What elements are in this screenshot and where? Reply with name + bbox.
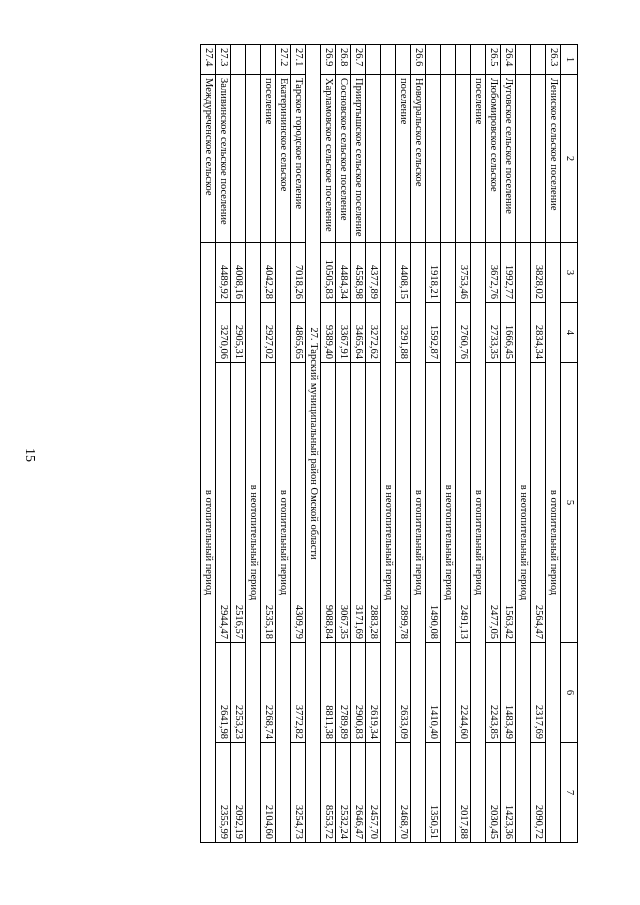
settlement-name xyxy=(531,75,546,243)
value-cell: 4008,16 xyxy=(231,243,246,303)
row-number: 26.7 xyxy=(351,45,366,75)
value-cell: 1423,36 xyxy=(501,743,516,843)
value-cell: 9088,84 xyxy=(321,363,336,643)
period-label: в неотопительный период xyxy=(441,243,456,843)
settlement-name: поселение xyxy=(396,75,411,243)
table-row xyxy=(381,45,396,843)
header-cell: 4 xyxy=(561,303,578,363)
value-cell: 2789,89 xyxy=(336,643,351,743)
table-row xyxy=(291,45,306,843)
value-cell: 1483,49 xyxy=(501,643,516,743)
table-row xyxy=(471,45,486,843)
table-row xyxy=(276,45,291,843)
period-label: в неотопительный период xyxy=(381,243,396,843)
value-cell: 2516,57 xyxy=(231,363,246,643)
value-cell: 2253,23 xyxy=(231,643,246,743)
value-cell: 8811,38 xyxy=(321,643,336,743)
value-cell: 1350,51 xyxy=(426,743,441,843)
row-number: 26.6 xyxy=(411,45,426,75)
value-cell: 3254,73 xyxy=(291,743,306,843)
header-row xyxy=(561,45,578,843)
value-cell: 2243,85 xyxy=(486,643,501,743)
settlement-name: Прииртышское сельское поселение xyxy=(351,75,366,243)
value-cell: 4489,92 xyxy=(216,243,231,303)
value-cell: 1992,77 xyxy=(501,243,516,303)
value-cell: 2834,34 xyxy=(531,303,546,363)
settlement-name: поселение xyxy=(471,75,486,243)
row-number: 26.9 xyxy=(321,45,336,75)
value-cell: 2268,74 xyxy=(261,643,276,743)
value-cell: 2104,60 xyxy=(261,743,276,843)
settlement-name: Луговское сельское поселение xyxy=(501,75,516,243)
value-cell: 3270,06 xyxy=(216,303,231,363)
value-cell: 2457,70 xyxy=(366,743,381,843)
row-number xyxy=(426,45,441,75)
period-label: в отопительный период xyxy=(276,243,291,843)
section-heading: 27. Тарский муниципальный район Омской области xyxy=(306,45,321,843)
row-number xyxy=(366,45,381,75)
settlement-name xyxy=(426,75,441,243)
settlement-name: Любомировское сельское xyxy=(486,75,501,243)
table-row xyxy=(501,45,516,843)
row-number xyxy=(531,45,546,75)
period-label: в отопительный период xyxy=(411,243,426,843)
settlement-name xyxy=(381,75,396,243)
value-cell: 4408,15 xyxy=(396,243,411,303)
settlement-name xyxy=(231,75,246,243)
value-cell: 4484,34 xyxy=(336,243,351,303)
value-cell: 10505,83 xyxy=(321,243,336,303)
value-cell: 2905,31 xyxy=(231,303,246,363)
settlement-name: Междуреченское сельское xyxy=(201,75,216,243)
value-cell: 2760,76 xyxy=(456,303,471,363)
value-cell: 2030,45 xyxy=(486,743,501,843)
table-row xyxy=(216,45,231,843)
settlement-name: Екатерининское сельское xyxy=(276,75,291,243)
value-cell: 1490,08 xyxy=(426,363,441,643)
table-row xyxy=(426,45,441,843)
settlement-name: Харламовское сельское поселение xyxy=(321,75,336,243)
value-cell: 1410,40 xyxy=(426,643,441,743)
settlement-name: Заливинское сельское поселение xyxy=(216,75,231,243)
settlement-name xyxy=(366,75,381,243)
table-row xyxy=(546,45,561,843)
header-cell: 2 xyxy=(561,75,578,243)
row-number: 27.3 xyxy=(216,45,231,75)
header-cell: 3 xyxy=(561,243,578,303)
value-cell: 7018,26 xyxy=(291,243,306,303)
value-cell: 4865,65 xyxy=(291,303,306,363)
header-cell: 1 xyxy=(561,45,578,75)
value-cell: 2017,88 xyxy=(456,743,471,843)
table-row xyxy=(366,45,381,843)
value-cell: 2355,99 xyxy=(216,743,231,843)
table-row xyxy=(246,45,261,843)
value-cell: 3465,64 xyxy=(351,303,366,363)
value-cell: 1666,45 xyxy=(501,303,516,363)
settlement-name: Сосновское сельское поселение xyxy=(336,75,351,243)
value-cell: 1592,87 xyxy=(426,303,441,363)
table-row xyxy=(411,45,426,843)
value-cell: 1918,21 xyxy=(426,243,441,303)
value-cell: 2883,28 xyxy=(366,363,381,643)
row-number xyxy=(381,45,396,75)
value-cell: 2491,13 xyxy=(456,363,471,643)
row-number xyxy=(261,45,276,75)
value-cell: 3272,62 xyxy=(366,303,381,363)
header-cell: 7 xyxy=(561,743,578,843)
value-cell: 2633,09 xyxy=(396,643,411,743)
table-row xyxy=(351,45,366,843)
settlement-name: поселение xyxy=(261,75,276,243)
row-number: 27.2 xyxy=(276,45,291,75)
table-row xyxy=(441,45,456,843)
value-cell: 2092,19 xyxy=(231,743,246,843)
page-number: 15 xyxy=(22,448,37,462)
value-cell: 8553,72 xyxy=(321,743,336,843)
period-label: в отопительный период xyxy=(201,243,216,843)
value-cell: 2944,47 xyxy=(216,363,231,643)
value-cell: 3291,88 xyxy=(396,303,411,363)
settlement-name xyxy=(441,75,456,243)
value-cell: 3672,76 xyxy=(486,243,501,303)
value-cell: 2564,47 xyxy=(531,363,546,643)
header-cell: 5 xyxy=(561,363,578,643)
value-cell: 2532,24 xyxy=(336,743,351,843)
value-cell: 2900,83 xyxy=(351,643,366,743)
period-label: в отопительный период xyxy=(471,243,486,843)
period-label: в отопительный период xyxy=(546,243,561,843)
value-cell: 4042,28 xyxy=(261,243,276,303)
row-number: 26.8 xyxy=(336,45,351,75)
value-cell: 2244,60 xyxy=(456,643,471,743)
value-cell: 2468,70 xyxy=(396,743,411,843)
table-row xyxy=(321,45,336,843)
period-label: в неотопительный период xyxy=(516,243,531,843)
settlement-name: Новоуральское сельское xyxy=(411,75,426,243)
value-cell: 2927,02 xyxy=(261,303,276,363)
value-cell: 2619,34 xyxy=(366,643,381,743)
table-row xyxy=(456,45,471,843)
value-cell: 1563,42 xyxy=(501,363,516,643)
settlement-name: Лениское сельское поселение xyxy=(546,75,561,243)
value-cell: 2899,78 xyxy=(396,363,411,643)
table-row xyxy=(486,45,501,843)
table-row xyxy=(231,45,246,843)
settlement-name: Тарское городское поселение xyxy=(291,75,306,243)
table-row xyxy=(396,45,411,843)
table-row xyxy=(516,45,531,843)
value-cell: 9389,40 xyxy=(321,303,336,363)
table-row xyxy=(531,45,546,843)
value-cell: 2090,72 xyxy=(531,743,546,843)
value-cell: 2317,69 xyxy=(531,643,546,743)
row-number xyxy=(516,45,531,75)
row-number: 26.4 xyxy=(501,45,516,75)
row-number: 27.4 xyxy=(201,45,216,75)
row-number: 27.1 xyxy=(291,45,306,75)
value-cell: 4558,98 xyxy=(351,243,366,303)
settlement-name xyxy=(516,75,531,243)
table-row xyxy=(201,45,216,843)
settlement-name xyxy=(456,75,471,243)
value-cell: 2733,35 xyxy=(486,303,501,363)
row-number xyxy=(246,45,261,75)
value-cell: 4309,79 xyxy=(291,363,306,643)
settlement-name xyxy=(246,75,261,243)
value-cell: 2646,47 xyxy=(351,743,366,843)
table-row xyxy=(261,45,276,843)
header-cell: 6 xyxy=(561,643,578,743)
value-cell: 2641,98 xyxy=(216,643,231,743)
value-cell: 3753,46 xyxy=(456,243,471,303)
value-cell: 3828,02 xyxy=(531,243,546,303)
rotated-table-wrapper xyxy=(53,44,578,842)
row-number xyxy=(441,45,456,75)
value-cell: 2477,05 xyxy=(486,363,501,643)
value-cell: 4377,89 xyxy=(366,243,381,303)
tariff-table xyxy=(200,44,578,843)
row-number xyxy=(231,45,246,75)
row-number: 26.5 xyxy=(486,45,501,75)
period-label: в неотопительный период xyxy=(246,243,261,843)
value-cell: 3067,35 xyxy=(336,363,351,643)
value-cell: 2535,18 xyxy=(261,363,276,643)
value-cell: 3171,69 xyxy=(351,363,366,643)
table-row xyxy=(336,45,351,843)
row-number xyxy=(456,45,471,75)
value-cell: 3367,91 xyxy=(336,303,351,363)
value-cell: 3772,82 xyxy=(291,643,306,743)
row-number xyxy=(471,45,486,75)
row-number: 26.3 xyxy=(546,45,561,75)
table-row xyxy=(306,45,321,843)
row-number xyxy=(396,45,411,75)
table-body xyxy=(201,45,578,843)
